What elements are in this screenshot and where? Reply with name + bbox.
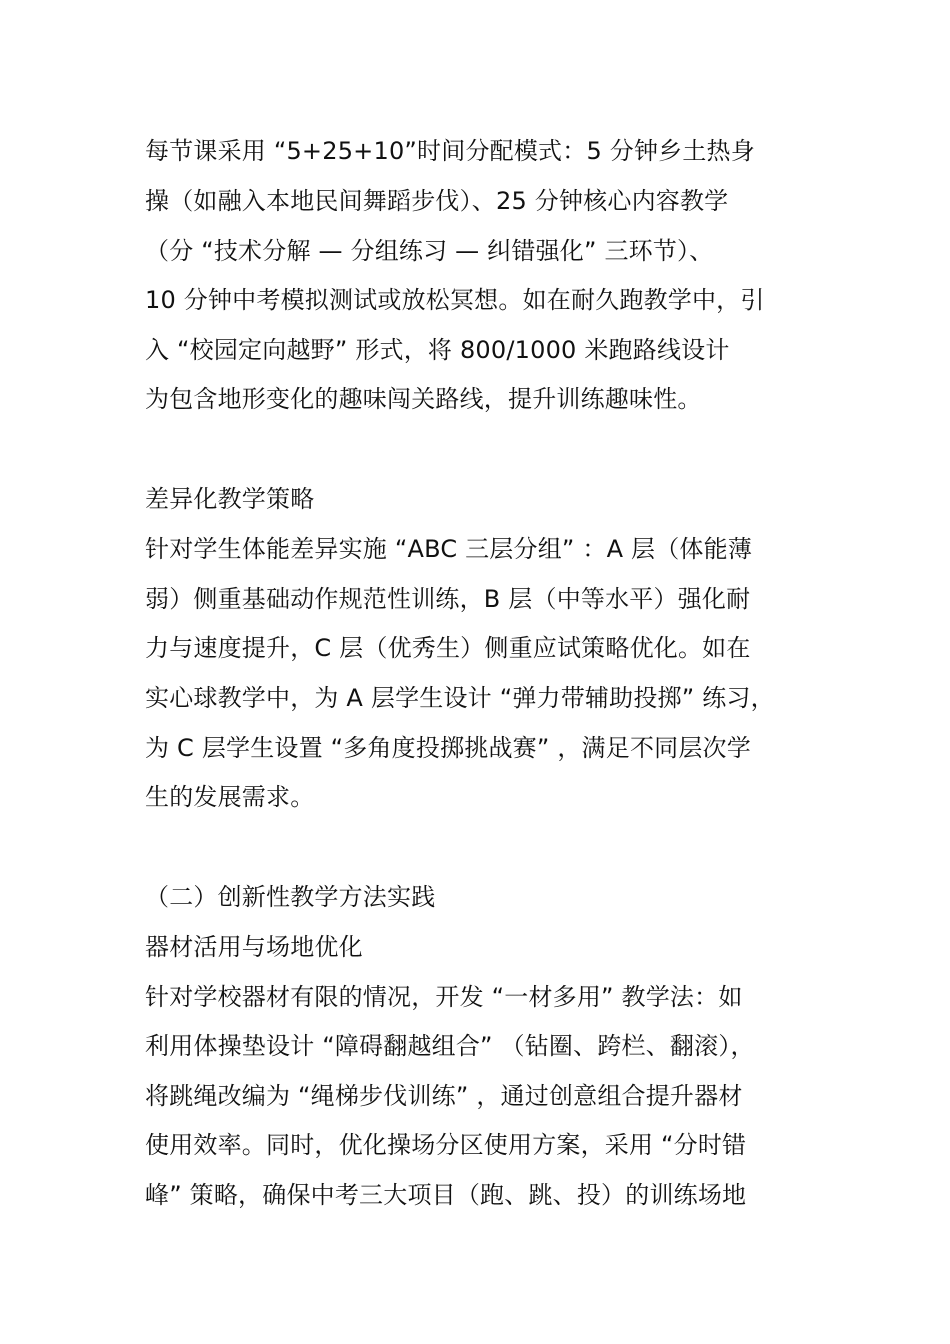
paragraph-line: 利用体操垫设计 “障碍翻越组合” （钻圈、跨栏、翻滚），	[145, 1032, 755, 1060]
paragraph-line: 针对学校器材有限的情况，开发 “一材多用” 教学法：如	[145, 983, 743, 1011]
paragraph-line: 将跳绳改编为 “绳梯步伐训练” ，通过创意组合提升器材	[145, 1082, 743, 1110]
paragraph-line: 使用效率。同时，优化操场分区使用方案，采用 “分时错	[145, 1131, 747, 1159]
subheading-equipment: 器材活用与场地优化	[145, 933, 363, 961]
section-heading: （二）创新性教学方法实践	[145, 883, 436, 911]
paragraph-line: 每节课采用 “5+25+10”时间分配模式：5 分钟乡土热身	[145, 137, 755, 165]
paragraph-line: 力与速度提升，C 层（优秀生）侧重应试策略优化。如在	[145, 634, 751, 662]
paragraph-line: 为 C 层学生设置 “多角度投掷挑战赛” ，满足不同层次学	[145, 734, 751, 762]
paragraph-line: 生的发展需求。	[145, 783, 315, 811]
paragraph-line: 为包含地形变化的趣味闯关路线，提升训练趣味性。	[145, 385, 702, 413]
paragraph-line: 入 “校园定向越野” 形式，将 800/1000 米跑路线设计	[145, 336, 730, 364]
paragraph-line: 弱）侧重基础动作规范性训练，B 层（中等水平）强化耐	[145, 585, 751, 613]
subheading-differentiated-strategy: 差异化教学策略	[145, 485, 315, 513]
paragraph-line: 峰” 策略，确保中考三大项目（跑、跳、投）的训练场地	[145, 1181, 747, 1209]
paragraph-line: 10 分钟中考模拟测试或放松冥想。如在耐久跑教学中，引	[145, 286, 765, 314]
paragraph-line: 操（如融入本地民间舞蹈步伐）、25 分钟核心内容教学	[145, 187, 729, 215]
paragraph-line: 实心球教学中，为 A 层学生设计 “弹力带辅助投掷” 练习，	[145, 684, 775, 712]
paragraph-line: 针对学生体能差异实施 “ABC 三层分组” ：A 层（体能薄	[145, 535, 753, 563]
paragraph-line: （分 “技术分解 — 分组练习 — 纠错强化” 三环节）、	[145, 237, 714, 265]
